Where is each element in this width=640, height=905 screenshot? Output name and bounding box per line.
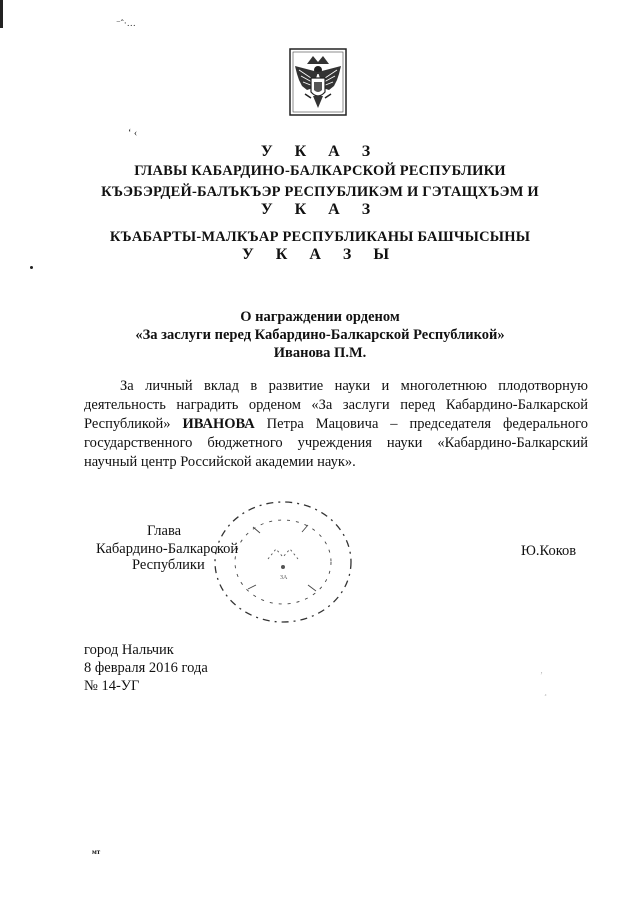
header-issuer-kbd: КЪЭБЭРДЕЙ-БАЛЪКЪЭР РЕСПУБЛИКЭМ И ГЭТАЩХЪЭМ И	[101, 184, 539, 200]
official-seal-icon	[208, 497, 358, 627]
decree-title-line2: «За заслуги перед Кабардино-Балкарской Республикой»	[135, 327, 505, 343]
signatory-name: Ю.Коков	[521, 543, 577, 559]
body-text-part2: Петра Мацовича – председателя федерального государственного бюджетного учреждения науки «Кабардино-Балкарский научный центр Российской академии наук».	[84, 416, 588, 470]
header-issuer-ru: ГЛАВЫ КАБАРДИНО-БАЛКАРСКОЙ РЕСПУБЛИКИ	[134, 163, 506, 179]
body-text-part1: За личный вклад в развитие науки и многолетнюю плодотворную деятельность наградить орденом «За заслуги перед Кабардино-Балкарской Республикой»	[84, 378, 588, 432]
operator-initials: мт	[92, 848, 101, 856]
issue-date: 8 февраля 2016 года	[84, 660, 208, 676]
scan-artifact: ‘ ‹	[128, 128, 138, 139]
scan-artifact: ¸	[544, 686, 547, 696]
awardee-name: ИВАНОВА	[182, 416, 255, 432]
coat-of-arms-icon	[289, 48, 347, 116]
signatory-title-line1: Глава	[147, 523, 182, 539]
scan-artifact: ‚	[540, 665, 543, 675]
header-ukaz-kbd: У К А З	[260, 201, 380, 218]
scan-artifact: ⁻ˆ·…	[116, 18, 136, 28]
decree-body	[84, 377, 588, 472]
header-ukaz-ru: У К А З	[260, 143, 380, 160]
issue-city: город Нальчик	[84, 642, 174, 658]
scan-edge-mark	[0, 0, 3, 28]
decree-title-line1: О награждении орденом	[240, 309, 400, 325]
decree-number: № 14-УГ	[84, 678, 140, 694]
scan-dot	[30, 266, 33, 269]
header-issuer-krc: КЪАБАРТЫ-МАЛКЪАР РЕСПУБЛИКАНЫ БАШЧЫСЫНЫ	[109, 229, 531, 245]
signatory-title-line3: Республики	[132, 557, 205, 573]
decree-title-line3: Иванова П.М.	[273, 345, 367, 361]
signatory-title-line2: Кабардино-Балкарской	[96, 541, 239, 557]
header-ukaz-krc: У К А З Ы	[241, 246, 399, 263]
svg-text:ЗА: ЗА	[280, 575, 288, 581]
